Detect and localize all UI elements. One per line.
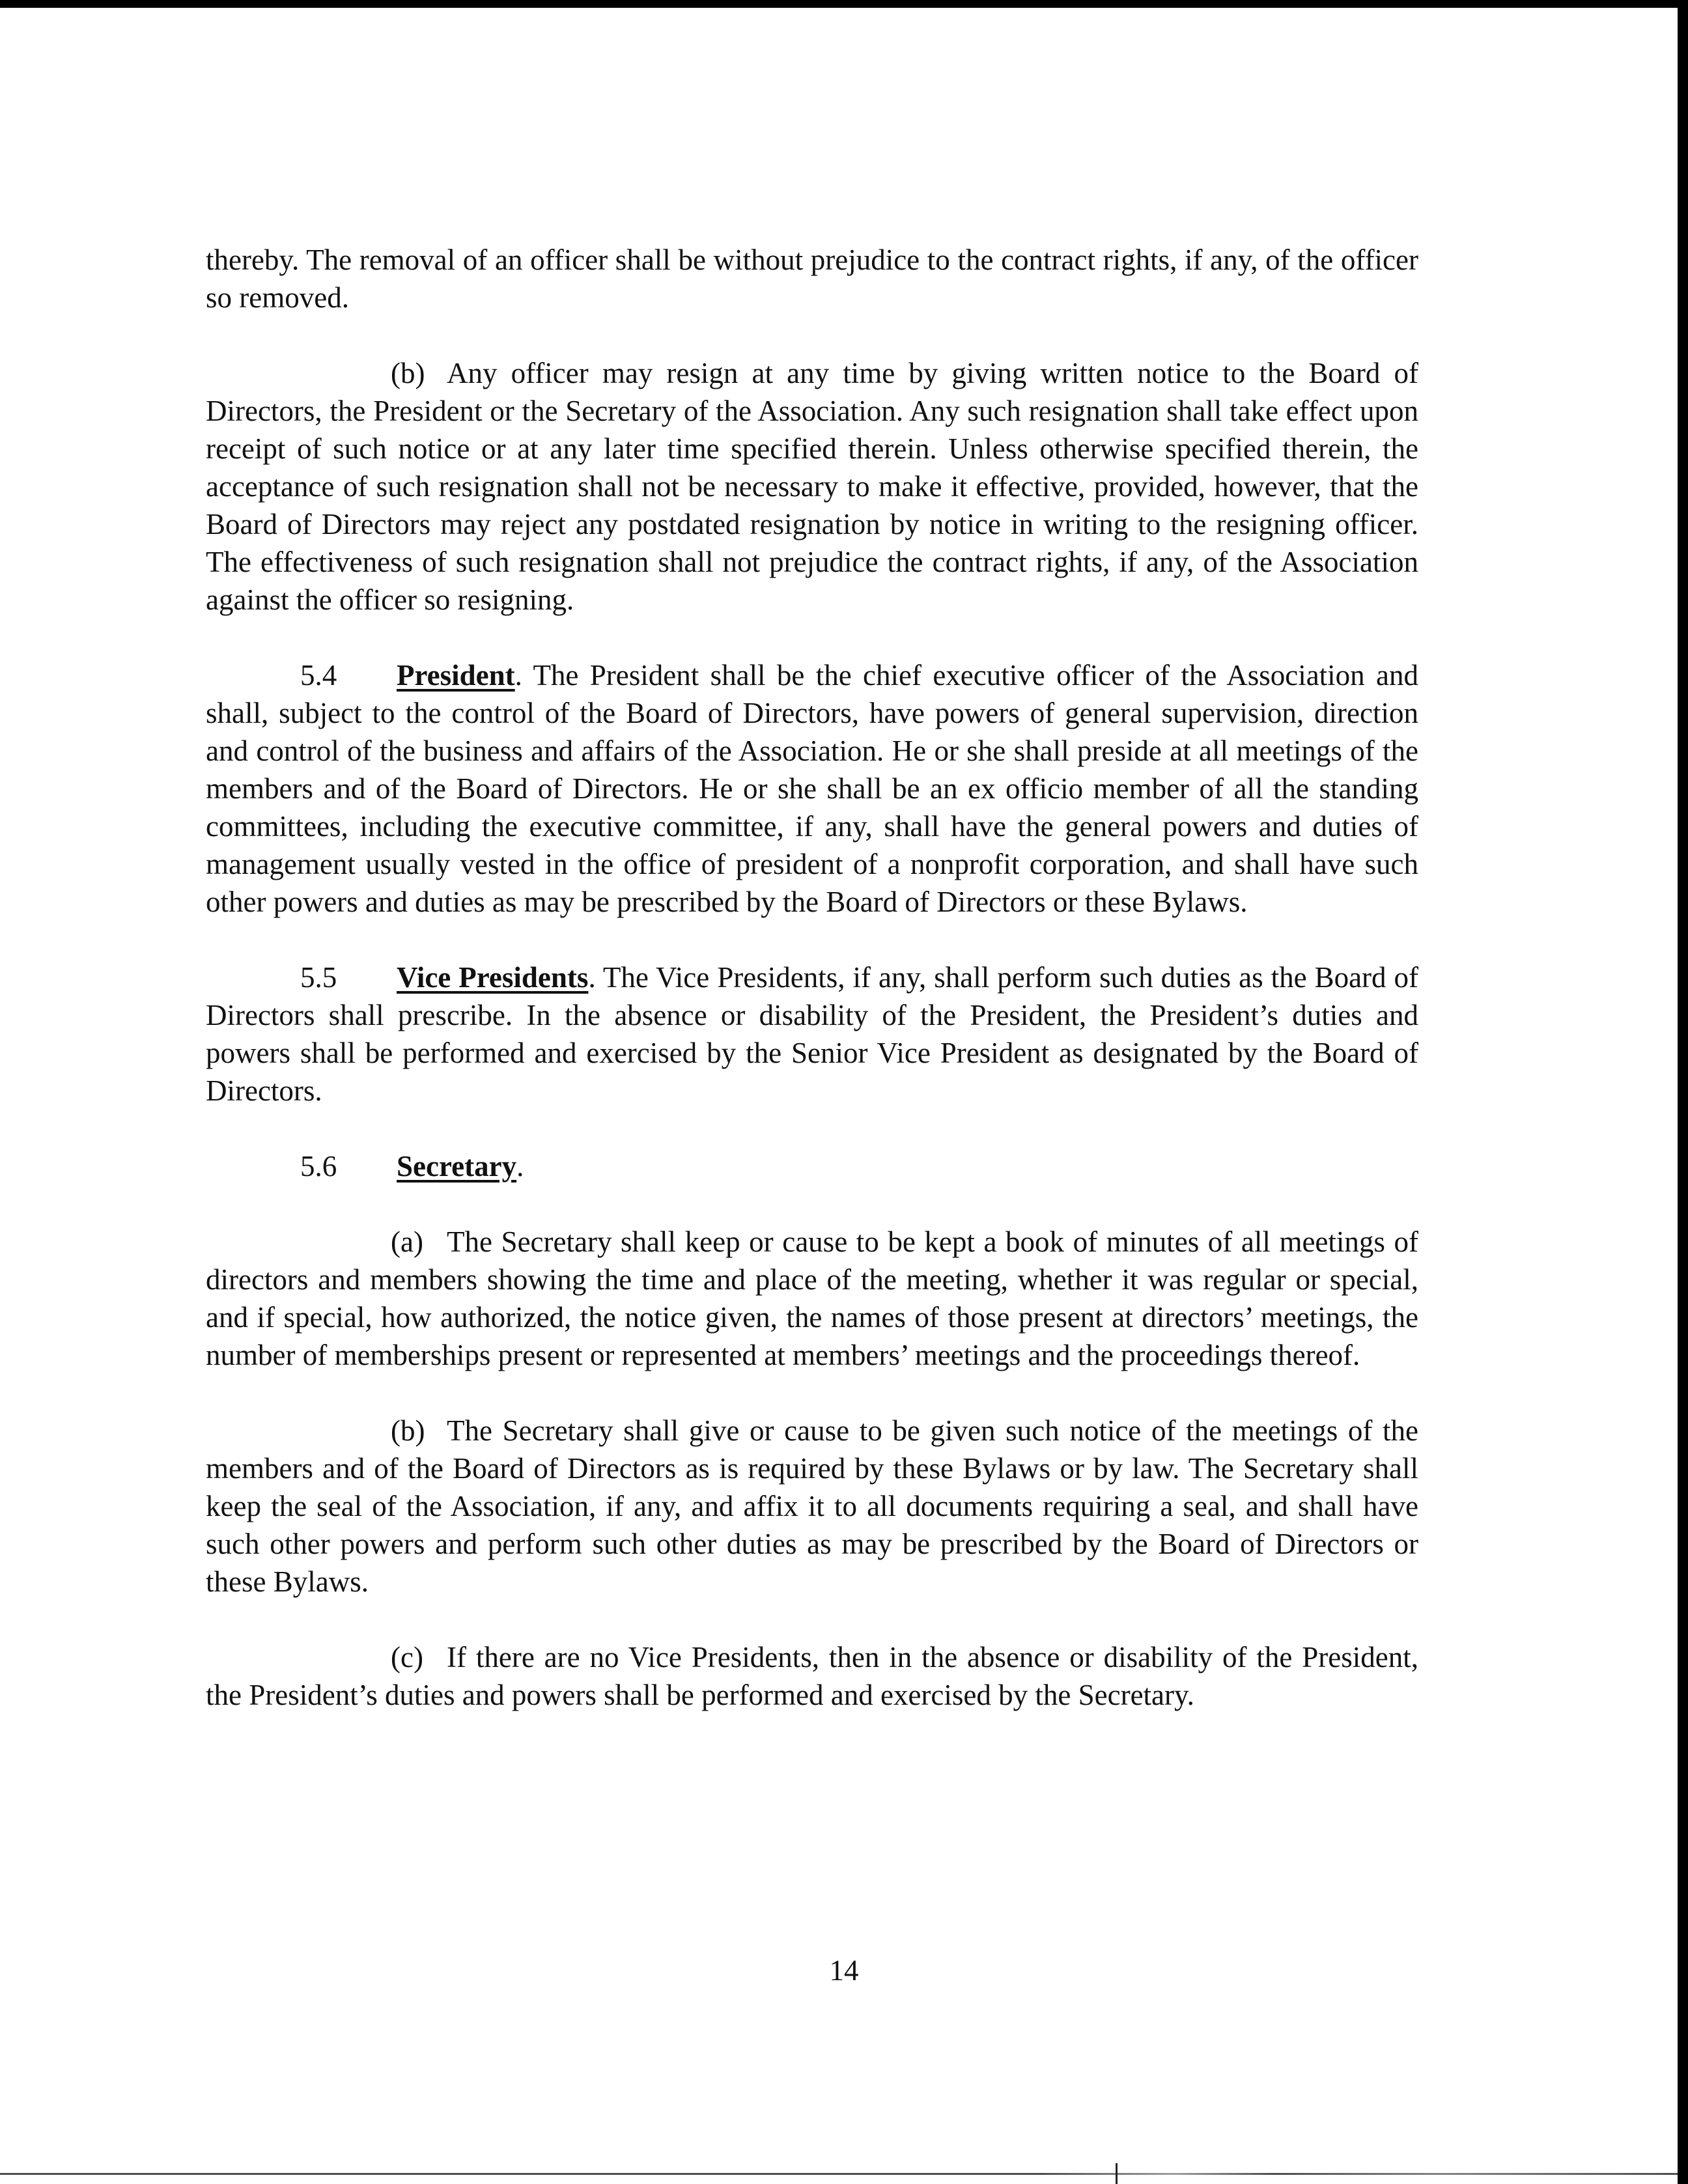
paragraph-continuation — [206, 241, 1418, 316]
page-number: 14 — [829, 1954, 859, 1987]
section-5-5 — [206, 959, 1418, 1110]
paragraph-text: If there are no Vice Presidents, then in the absence or disability of the President, the President’s duties and powers shall be performed and exercised by the Secretary. — [206, 1641, 1418, 1711]
section-heading: Secretary — [397, 1150, 517, 1183]
section-text: . The President shall be the chief executive officer of the Association and shall, subject to the control of the Board of Directors, have powers of general supervision, direction and control of the business and affairs of the Association. He or she shall preside at all meetings of the members and of the Board of Directors. He or she shall be an ex officio member of all the standing committees, including the executive committee, if any, shall have the general powers and duties of management usually vested in the office of president of a nonprofit corporation, and shall have such other powers and duties as may be prescribed by the Board of Directors or these Bylaws. — [206, 659, 1418, 918]
paragraph-text: The Secretary shall give or cause to be given such notice of the meetings of the members and of the Board of Directors as is required by these Bylaws or by law. The Secretary shall keep the seal of the Association, if any, and affix it to all documents requiring a seal, and shall have such other powers and perform such other duties as may be prescribed by the Board of Directors or these Bylaws. — [206, 1414, 1418, 1598]
section-5-4 — [206, 656, 1418, 921]
scan-artifact-line — [0, 2173, 1678, 2175]
scan-border-top — [0, 0, 1688, 8]
section-heading: Vice Presidents — [397, 961, 589, 994]
subsection-label: (a) — [391, 1225, 423, 1258]
document-page — [206, 241, 1418, 1714]
subsection-label: (c) — [391, 1641, 423, 1673]
section-number: 5.6 — [300, 1150, 337, 1183]
section-5-6-b — [206, 1412, 1418, 1601]
section-5-6-a — [206, 1223, 1418, 1374]
subsection-label: (b) — [391, 357, 425, 389]
section-number: 5.5 — [300, 961, 337, 994]
paragraph-text: Any officer may resign at any time by giving written notice to the Board of Directors, the President or the Secretary of the Association. Any such resignation shall take effect upon receipt of such notice or at any later time specified therein. Unless otherwise specified therein, the acceptance of such resignation shall not be necessary to make it effective, provided, however, that the Board of Directors may reject any postdated resignation by notice in writing to the resigning officer. The effectiveness of such resignation shall not prejudice the contract rights, if any, of the Association against the officer so resigning. — [206, 357, 1418, 616]
paragraph-resignation — [206, 354, 1418, 619]
section-5-6-c — [206, 1638, 1418, 1714]
scan-border-right — [1678, 0, 1688, 2184]
section-heading-period: . — [516, 1150, 524, 1183]
scan-artifact-tick — [1116, 2163, 1118, 2184]
section-heading: President — [397, 659, 515, 692]
paragraph-text: thereby. The removal of an officer shall be without prejudice to the contract rights, if any, of the officer so removed. — [206, 244, 1418, 314]
section-5-6 — [206, 1147, 1418, 1185]
section-text: . The Vice Presidents, if any, shall perform such duties as the Board of Directors shall prescribe. In the absence or disability of the President, the President’s duties and powers shall be performed and exercised by the Senior Vice President as designated by the Board of Directors. — [206, 961, 1419, 1107]
subsection-label: (b) — [391, 1414, 425, 1447]
paragraph-text: The Secretary shall keep or cause to be kept a book of minutes of all meetings of directors and members showing the time and place of the meeting, whether it was regular or special, and if special, how authorized, the notice given, the names of those present at directors’ meetings, the number of memberships present or represented at members’ meetings and the proceedings thereof. — [206, 1225, 1418, 1371]
section-number: 5.4 — [300, 659, 337, 692]
